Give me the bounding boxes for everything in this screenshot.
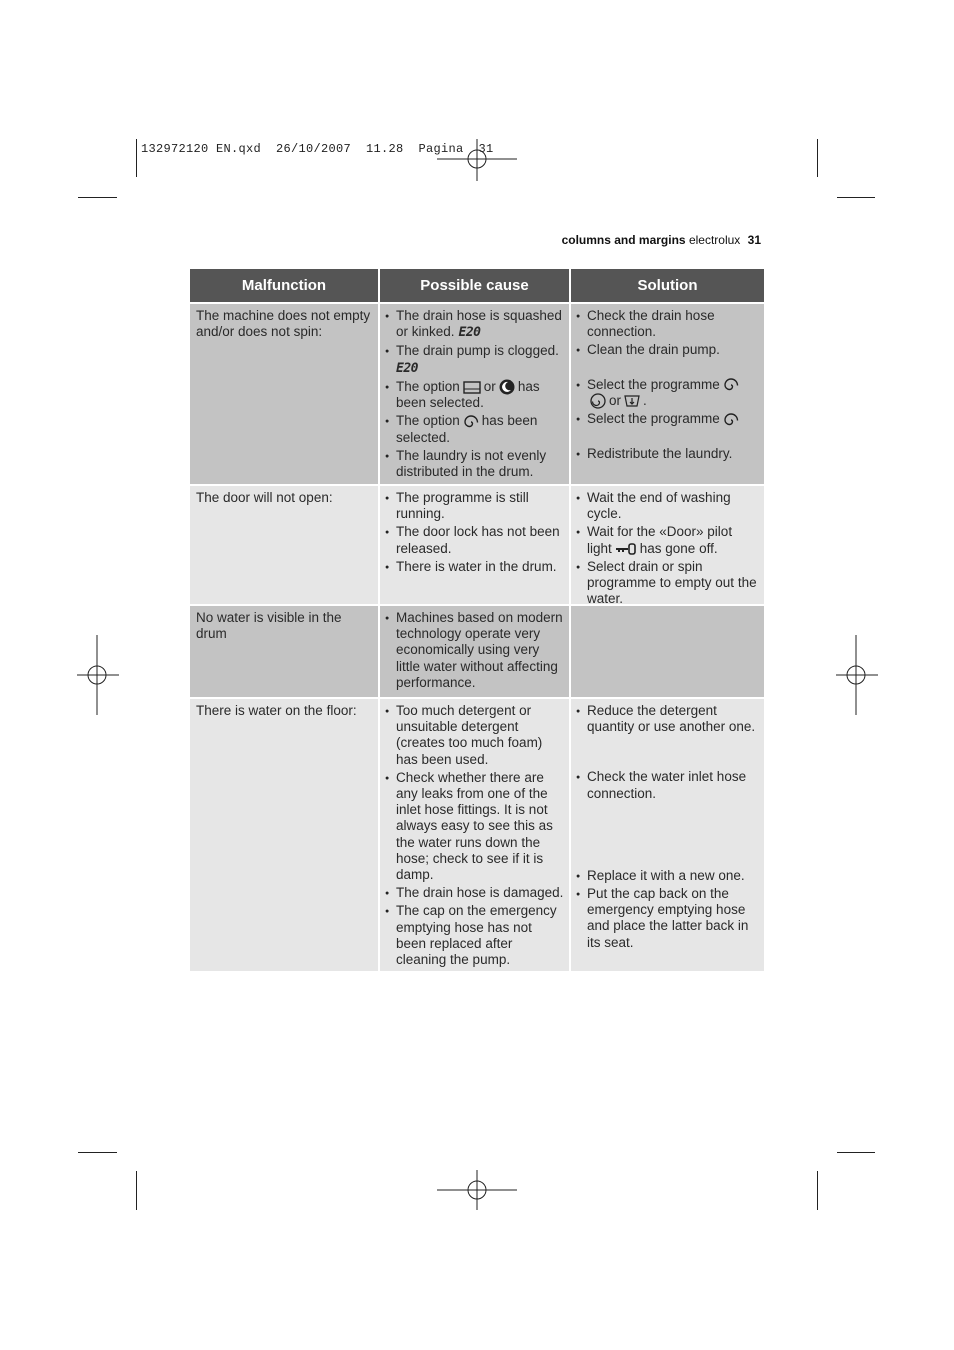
list-item: ● Replace it with a new one. [577,868,760,884]
solution-cell [571,699,764,971]
night-cycle-icon [499,379,515,395]
list-item: ● The option has been selected. [386,413,565,446]
cause-cell [380,699,569,971]
header-solution: Solution [571,269,764,302]
page-number: 31 [747,233,761,247]
crop-mark [817,1171,818,1210]
list-item: ● Reduce the detergent quantity or use another one. [577,703,760,735]
list-item: ● Wait the end of washing cycle. [577,490,760,522]
registration-mark-icon [77,635,119,715]
solution-cell [571,606,764,697]
list-item: ● The laundry is not evenly distributed in the drum. [386,448,565,480]
registration-mark-icon [437,1170,517,1210]
section-title: columns and margins [561,233,686,247]
header-possible-cause: Possible cause [380,269,569,302]
table-header-row [190,269,764,302]
solution-cell [571,486,764,607]
table-row [190,486,764,607]
spin-icon [463,414,479,430]
list-item: ● The door lock has not been released. [386,524,565,556]
malfunction-cell: There is water on the floor: [190,699,378,971]
crop-mark [78,197,117,198]
crop-mark [837,1152,875,1153]
cause-cell [380,304,569,484]
cause-cell [380,606,569,697]
running-header [562,233,761,247]
list-item: ● Machines based on modern technology operate very economically using very little water without affecting performance. [386,610,565,691]
list-item: ● The drain hose is damaged. [386,885,565,901]
table-row [190,606,764,697]
malfunction-cell: No water is visible in the drum [190,606,378,697]
malfunction-cell: The door will not open: [190,486,378,604]
list-item: ● The programme is still running. [386,490,565,522]
table-row [190,304,764,484]
spin-icon [723,412,739,428]
list-item: ● Clean the drain pump. [577,342,760,358]
list-item: ● Redistribute the laundry. [577,446,760,462]
list-item: ● Select drain or spin programme to empty out the water. [577,559,760,608]
crop-mark [837,197,875,198]
list-item: ● Check whether there are any leaks from one of the inlet hose fittings. It is not always easy to see this as the water runs down the hose; check to see if it is damp. [386,770,565,883]
list-item: ● Too much detergent or unsuitable detergent (creates too much foam) has been used. [386,703,565,768]
list-item: ● The drain hose is squashed or kinked. E20 [386,308,565,341]
list-item: ● Wait for the «Door» pilot light has gone off. [577,524,760,556]
drain-icon [463,380,481,394]
list-item: ● The drain pump is clogged. E20 [386,343,565,376]
header-malfunction: Malfunction [190,269,378,302]
list-item: ● Select the programme or . [577,377,760,410]
list-item: ● Check the drain hose connection. [577,308,760,340]
print-slug-line: 132972120 EN.qxd 26/10/2007 11.28 Pagina 31 [141,142,494,156]
spin-icon [723,377,739,393]
list-item: ● Check the water inlet hose connection. [577,769,760,801]
list-item: ● The option or has been selected. [386,379,565,412]
list-item: ● There is water in the drum. [386,559,565,575]
crop-mark [136,1171,137,1210]
registration-mark-icon [836,635,878,715]
spin-icon [590,393,606,409]
door-lock-icon [615,543,637,555]
cause-cell [380,486,569,604]
error-code: E20 [396,360,418,376]
malfunction-cell: The machine does not empty and/or does not spin: [190,304,378,484]
crop-mark [817,139,818,177]
list-item: ● Put the cap back on the emergency emptying hose and place the latter back in its seat. [577,886,760,951]
crop-mark [78,1152,117,1153]
solution-cell [571,304,764,484]
brand-name: electrolux [688,233,741,247]
rinse-hold-icon [624,394,640,408]
troubleshooting-table [190,269,764,971]
crop-mark [136,139,137,177]
list-item: ● The cap on the emergency emptying hose has not been replaced after cleaning the pump. [386,903,565,968]
list-item: ● Select the programme [577,411,760,427]
error-code: E20 [458,325,481,341]
table-row [190,699,764,971]
